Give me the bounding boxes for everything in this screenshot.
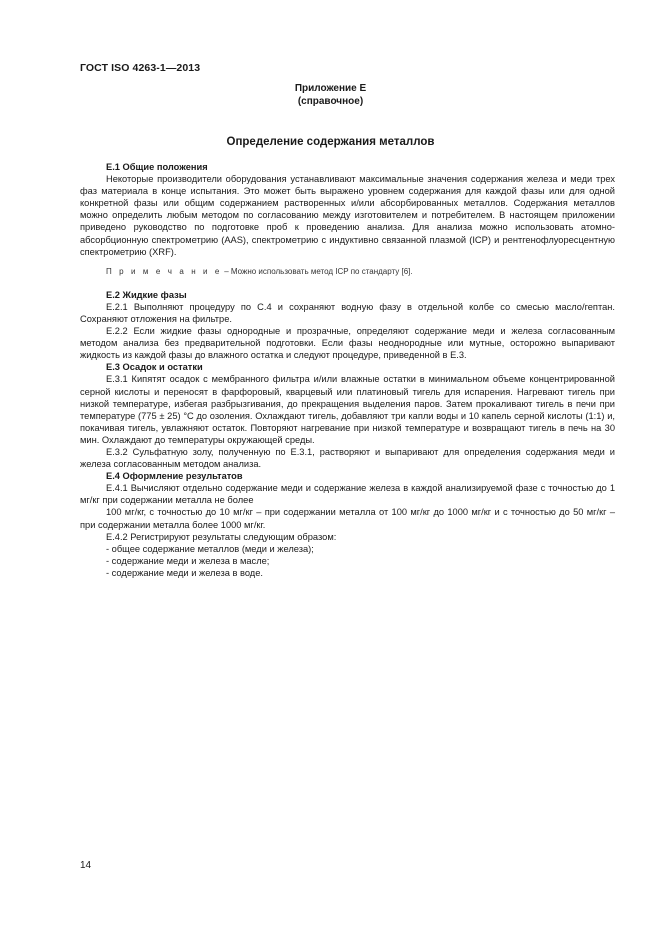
document-body bbox=[80, 161, 615, 579]
annex-header bbox=[0, 82, 661, 108]
annex-label: Приложение Е bbox=[294, 83, 367, 94]
list-item: - содержание меди и железа в воде. bbox=[106, 567, 263, 578]
annex-type: (справочное) bbox=[297, 96, 364, 107]
paragraph-e2-1: Е.2.1 Выполняют процедуру по С.4 и сохраняют водную фазу в отдельной колбе со смесью масло/гептан. Сохраняют отложения на фильтре. bbox=[80, 301, 615, 324]
section-heading-e3: Е.3 Осадок и остатки bbox=[106, 362, 203, 373]
paragraph-e1: Некоторые производители оборудования устанавливают максимальные значения содержания железа и меди трех фаз материала в конце испытания. Это может быть выражено уровнем содержания для каждой фазы или для одной конкретной фазы или общим содержанием растворенных и/или абсорбированных металлов. Содержания металлов можно определить любым методом по согласованию между изготовителем и потребителем. В настоящем приложении приведено руководство по подготовке проб к проведению анализа. Для анализа можно использовать атомно-абсорбционную спектрометрию (AAS), спектрометрию с индуктивно связанной плазмой (ICP) и рентгенофлуоресцентную спектрометрию (XRF). bbox=[80, 174, 615, 257]
annex-title: Определение содержания металлов bbox=[226, 136, 435, 148]
paragraph-e4-1-cont: 100 мг/кг, с точностью до 10 мг/кг – при содержании металла от 100 мг/кг до 1000 мг/кг и с точностью до 50 мг/кг – при содержании металла более 1000 мг/кг. bbox=[80, 507, 615, 530]
paragraph-e4-2: Е.4.2 Регистрируют результаты следующим образом: bbox=[106, 531, 337, 542]
document-code: ГОСТ ISO 4263-1—2013 bbox=[80, 62, 201, 74]
paragraph-e3-2: Е.3.2 Сульфатную золу, полученную по Е.3.1, растворяют и выпаривают для определения содержания меди и железа согласованным методом анализа. bbox=[80, 446, 615, 470]
note bbox=[80, 266, 615, 277]
paragraph-e4-1: Е.4.1 Вычисляют отдельно содержание меди и содержание железа в каждой анализируемой фазе с точностью до 1 мг/кг при содержании металла не более bbox=[80, 483, 615, 506]
paragraph-e2-2: Е.2.2 Если жидкие фазы однородные и прозрачные, определяют содержание меди и железа согласованным методом анализа без предварительной подготовки. Если фазы неоднородные или мутные, осторожно выпаривают жидкость из каждой фазы до влажного остатка и следуют процедуре, приведенной в Е.3. bbox=[80, 326, 615, 361]
list-item: - содержание меди и железа в масле; bbox=[106, 555, 270, 566]
section-heading-e2: Е.2 Жидкие фазы bbox=[106, 289, 187, 300]
note-label: П р и м е ч а н и е bbox=[106, 266, 222, 276]
list-item: - общее содержание металлов (меди и железа); bbox=[106, 543, 314, 554]
page-number: 14 bbox=[80, 860, 92, 871]
paragraph-e3-1: Е.3.1 Кипятят осадок с мембранного фильтра и/или влажные остатки в минимальном объеме концентрированной серной кислоты и переносят в фарфоровый, кварцевый или платиновый тигель для испарения. Нагревают тигель при низкой температуре, избегая разбрызгивания, до прекращения выделения паров. Затем прокаливают тигель в печи при температуре (775 ± 25) °С до озоления. Охлаждают тигель, добавляют три капли воды и 10 капель серной кислоты (1:1) и, покачивая тигель, увлажняют остаток. Повторяют нагревание при низкой температуре и возвращают тигель в печь на 30 мин. Охлаждают до температуры окружающей среды. bbox=[80, 374, 615, 445]
section-heading-e1: Е.1 Общие положения bbox=[106, 162, 208, 172]
note-text: – Можно использовать метод ICP по стандарту [6]. bbox=[221, 266, 413, 276]
section-heading-e4: Е.4 Оформление результатов bbox=[106, 471, 243, 482]
